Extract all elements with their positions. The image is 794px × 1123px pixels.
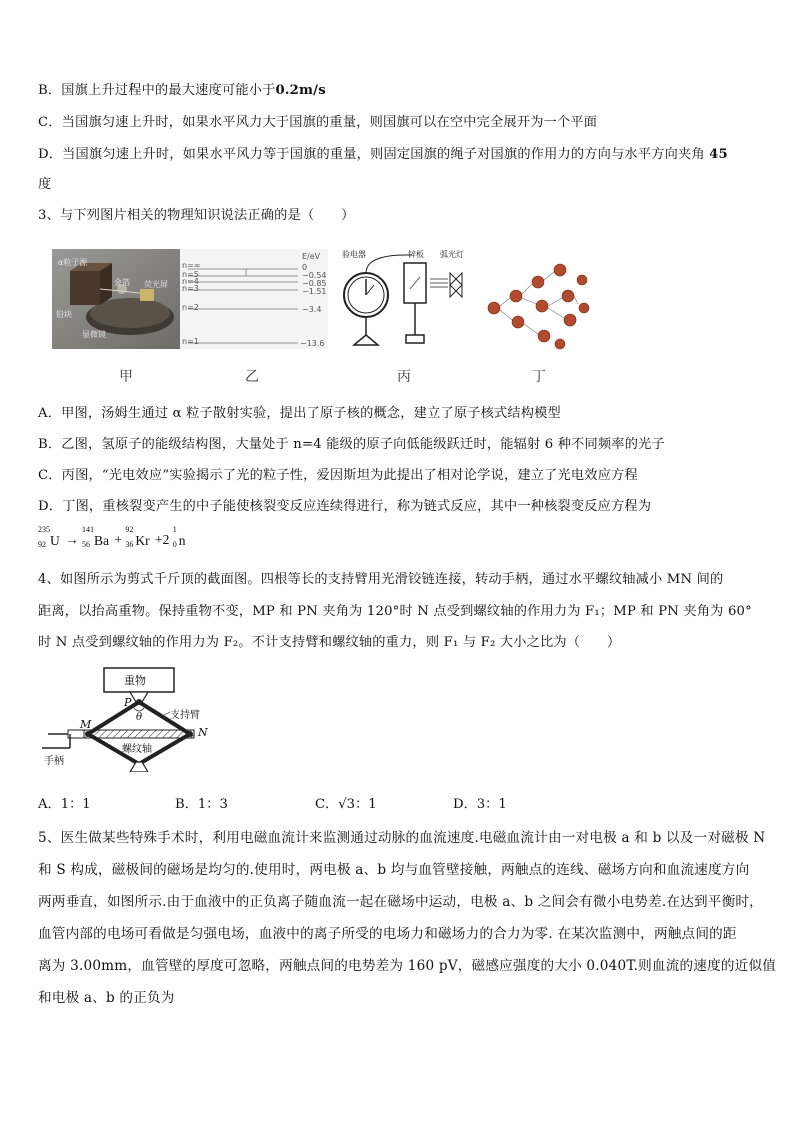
fig-label-jia: 甲 xyxy=(119,369,133,385)
label-lead-block: 铅块 xyxy=(56,310,72,319)
figure-scissor-jack xyxy=(38,664,238,772)
label-handle: 手柄 xyxy=(44,756,64,767)
q2-option-b: B．国旗上升过程中的最大速度可能小于0.2m/s xyxy=(38,83,326,98)
label-arc-lamp: 弧光灯 xyxy=(440,250,464,259)
fission-equation xyxy=(38,524,188,549)
energy-unit: E/eV xyxy=(302,252,321,261)
q4-option-c: C．√3：1 xyxy=(315,797,377,812)
fig-label-yi: 乙 xyxy=(245,369,259,385)
energy-5: −0.54 xyxy=(302,271,327,280)
label-screen: 荧光屏 xyxy=(144,280,168,289)
chain-reaction-image xyxy=(476,256,594,352)
label-M: M xyxy=(80,718,92,731)
q2-option-c: C．当国旗匀速上升时，如果水平风力大于国旗的重量，则国旗可以在空中完全展开为一个平面 xyxy=(38,115,598,130)
q4-stem-line3: 时 N 点受到螺纹轴的作用力为 F₂。不计支持臂和螺纹轴的重力，则 F₁ 与 F₂ 大小之比为（ ） xyxy=(38,635,621,650)
label-support-arm: 支持臂 xyxy=(170,710,200,721)
figure-jia-rutherford xyxy=(52,249,180,349)
energy-4: −0.85 xyxy=(302,279,327,288)
label-microscope: 显微镜 xyxy=(82,330,106,339)
level-4: n=4 xyxy=(182,277,199,286)
plus: + xyxy=(114,532,122,547)
energy-1: −13.6 xyxy=(300,339,325,348)
q2-option-d-cont: 度 xyxy=(38,177,52,192)
level-1: n=1 xyxy=(182,337,199,346)
level-inf: n=∞ xyxy=(182,261,201,270)
plus: + xyxy=(155,532,163,547)
fig-label-bing: 丙 xyxy=(397,369,411,385)
photoelectric-apparatus xyxy=(336,249,472,353)
label-alpha-source: α粒子源 xyxy=(58,258,88,267)
q5-line3: 两两垂直，如图所示.由于血液中的正负离子随血流一起在磁场中运动，电极 a、b 之间会有微小电势差.在达到平衡时， xyxy=(38,894,763,910)
nuclide-n: 1 0 n xyxy=(172,524,186,549)
label-weight: 重物 xyxy=(124,674,146,687)
label-theta: θ xyxy=(136,712,143,723)
level-3: n=3 xyxy=(182,284,199,293)
level-5: n=5 xyxy=(182,270,199,279)
q5-line5: 离为 3.00mm，血管壁的厚度可忽略，两触点间的电势差为 160 pV，磁感应强度的大小 0.040T.则血流的速度的近似值 xyxy=(38,958,777,974)
figure-ding-chain-reaction xyxy=(476,256,594,352)
nuclide-u: 235 92 U xyxy=(38,524,60,549)
q3-option-a: A．甲图，汤姆生通过 α 粒子散射实验，提出了原子核的概念，建立了原子核式结构模型 xyxy=(38,406,561,421)
label-N: N xyxy=(198,726,208,739)
energy-3: −1.51 xyxy=(302,287,327,296)
q5-line1: 5、医生做某些特殊手术时，利用电磁血流计来监测通过动脉的血流速度.电磁血流计由一对电极 a 和 b 以及一对磁极 N xyxy=(38,830,766,846)
q5-line4: 血管内部的电场可看做是匀强电场，血液中的离子所受的电场力和磁场力的合力为零. 在某次监测中，两触点间的距 xyxy=(38,926,737,942)
nuclide-ba: 141 56 Ba xyxy=(82,524,109,549)
arrow: → xyxy=(65,532,79,547)
figure-yi-energy-levels xyxy=(180,249,328,349)
label-gold-foil: 金箔 xyxy=(114,278,130,287)
fig-label-ding: 丁 xyxy=(532,369,546,385)
coefficient: 2 xyxy=(162,532,170,547)
label-electroscope: 验电器 xyxy=(342,250,366,259)
nuclide-kr: 92 36 Kr xyxy=(125,524,150,549)
label-P: P xyxy=(124,696,132,709)
q3-option-c: C．丙图，“光电效应”实验揭示了光的粒子性，爱因斯坦为此提出了相对论学说，建立了光电效应方程 xyxy=(38,468,638,483)
q3-option-b: B．乙图，氢原子的能级结构图，大量处于 n=4 能级的原子向低能级跃迁时，能辐射 6 种不同频率的光子 xyxy=(38,437,665,452)
q3-stem: 3、与下列图片相关的物理知识说法正确的是（ ） xyxy=(38,208,355,223)
q3-option-d: D．丁图，重核裂变产生的中子能使核裂变反应连续得进行，称为链式反应，其中一种核裂变反应方程为 xyxy=(38,499,652,514)
q4-option-b: B．1：3 xyxy=(175,797,228,812)
energy-2: −3.4 xyxy=(302,305,322,314)
q4-option-a: A．1：1 xyxy=(38,797,91,812)
label-zinc-plate: 锌板 xyxy=(408,250,424,259)
q4-stem-line1: 4、如图所示为剪式千斤顶的截面图。四根等长的支持臂用光滑铰链连接，转动手柄，通过水平螺纹轴减小 MN 间的 xyxy=(38,572,724,587)
figure-bing-photoelectric xyxy=(336,249,472,353)
level-2: n=2 xyxy=(182,303,199,312)
q4-stem-line2: 距离，以抬高重物。保持重物不变，MP 和 PN 夹角为 120°时 N 点受到螺纹轴的作用力为 F₁；MP 和 PN 夹角为 60° xyxy=(38,604,752,619)
q5-line6: 和电极 a、b 的正负为 xyxy=(38,990,175,1006)
q4-option-d: D．3：1 xyxy=(453,797,507,812)
q5-line2: 和 S 构成，磁极间的磁场是均匀的.使用时，两电极 a、b 均与血管壁接触，两触点的连线、磁场方向和血流速度方向 xyxy=(38,862,750,878)
label-screw-shaft: 螺纹轴 xyxy=(122,744,152,755)
energy-inf: 0 xyxy=(302,263,308,272)
q2-option-d: D．当国旗匀速上升时，如果水平风力等于国旗的重量，则固定国旗的绳子对国旗的作用力的方向与水平方向夹角 45 xyxy=(38,147,728,162)
